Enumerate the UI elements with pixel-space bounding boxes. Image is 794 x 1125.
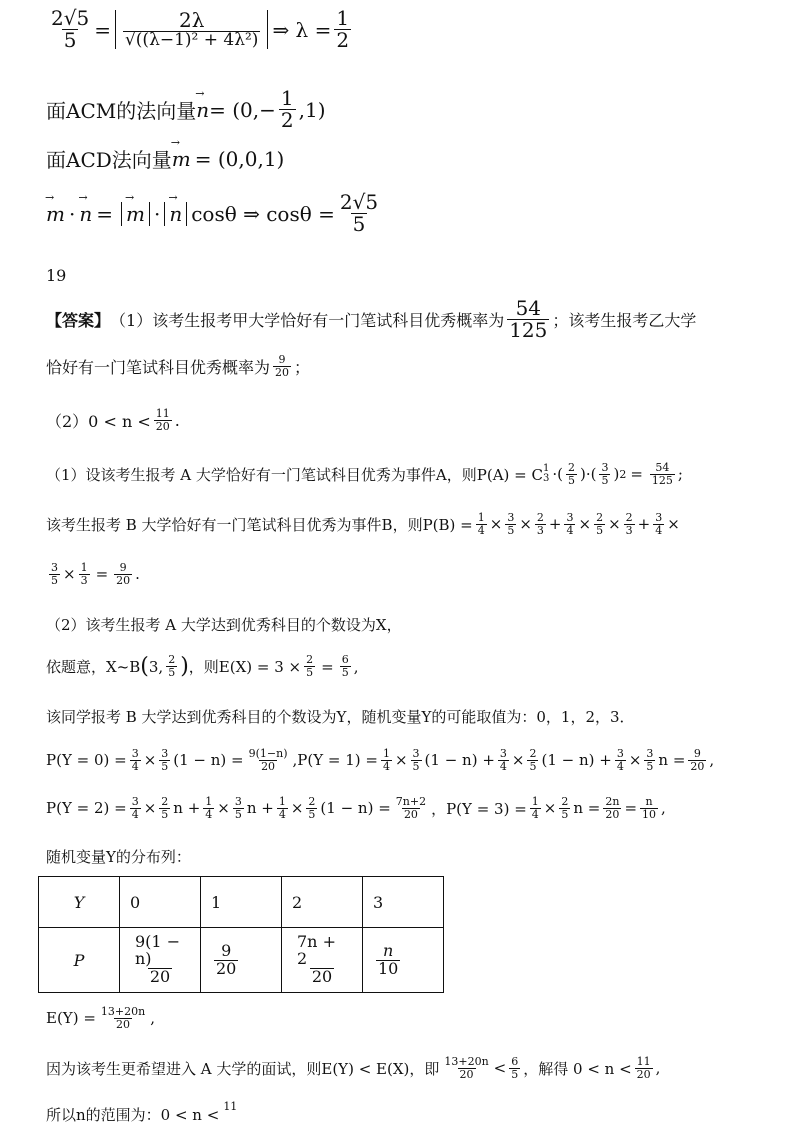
fraction: $\frac{2√5}{5}$ xyxy=(51,6,90,52)
solution-pb-cont: $\frac{3}{5}$ × $\frac{1}{3}$ = $\frac{9}{20}$ . xyxy=(51,561,140,587)
answer-line-1: 【答案】 （1）该考生报考甲大学恰好有一门笔试科目优秀概率为 $\frac{54}{125}$ ；该考生报考乙大学 xyxy=(46,296,697,342)
solution-ey: E(Y) = $\frac{13+20n}{20}$ , xyxy=(46,1005,155,1031)
answer-line-3: （2）0 < n < $\frac{11}{20}$ . xyxy=(46,407,180,433)
table-row: P $\frac{9(1 - n)}{20}$ $\frac{9}{20}$ $\frac{7n + 2}{20}$ $\frac{n}{10}$ xyxy=(39,928,444,993)
question-number: 19 xyxy=(46,266,67,285)
solution-pa: （1）设该考生报考 A 大学恰好有一门笔试科目优秀为事件A，则P(A) = C 1 3 · ( $\frac{2}{5}$ ) · ( $\frac{3}{5}$ ) 2 = $\frac{54}{125}$ ; xyxy=(46,461,683,487)
solution-inequality: 因为该考生更希望进入 A 大学的面试，则E(Y) < E(X)，即 $\frac{13+20n}{20}$ < $\frac{6}{5}$ ，解得 0 < n < $\frac{11}{20}$ , xyxy=(46,1055,661,1081)
distribution-title: 随机变量Y的分布列： xyxy=(46,848,191,866)
solution-pb: 该考生报考 B 大学恰好有一门笔试科目优秀为事件B，则P(B) = $\frac{1}{4}$ × $\frac{3}{5}$ × $\frac{2}{3}$ + $\frac{3}{4}$ × $\frac{2}{5}$ × $\frac{2}{3}$ + $\frac{3}{4}$ × xyxy=(46,511,680,537)
normal-vector-acd: 面ACD法向量 → m = (0,0,1) xyxy=(46,144,284,173)
solution-ex: 依题意，X~B ( 3, $\frac{2}{5}$ ) ，则E(X) = 3 × $\frac{2}{5}$ = $\frac{6}{5}$ , xyxy=(46,653,359,679)
formula-lambda: $\frac{2√5}{5}$ = $\frac{2\lambda}{\text{√((λ−1)² + 4λ²)}}$ ⇒ λ = $\frac{1}{2}$ xyxy=(51,6,350,52)
answer-line-2: 恰好有一门笔试科目优秀概率为 $\frac{9}{20}$ ； xyxy=(46,353,311,379)
normal-vector-acm: 面ACM的法向量 → n = (0,− $\frac{1}{2}$ ,1) xyxy=(46,88,326,131)
solution-py23: P(Y = 2) = $\frac{3}{4}$ × $\frac{2}{5}$ n + $\frac{1}{4}$ × $\frac{3}{5}$ n + $\frac{1}{4}$ × $\frac{2}{5}$ (1 − n) = $\frac{7n+2}{20}$ ，P(Y = 3) = $\frac{1}{4}$ × $\frac{2}{5}$ n = $\frac{2n}{20}$ = $\frac{n}{10}$ , xyxy=(46,795,666,821)
solution-part2-intro: （2）该考生报考 A 大学达到优秀科目的个数设为X， xyxy=(46,616,402,634)
solution-py01: P(Y = 0) = $\frac{3}{4}$ × $\frac{3}{5}$ (1 − n) = $\frac{9(1-n)}{20}$ ,P(Y = 1) = $\frac{1}{4}$ × $\frac{3}{5}$ (1 − n) + $\frac{3}{4}$ × $\frac{2}{5}$ (1 − n) + $\frac{3}{4}$ × $\frac{3}{5}$ n = $\frac{9}{20}$ , xyxy=(46,747,715,773)
distribution-table xyxy=(38,876,444,993)
solution-conclusion: 所以n的范围为：0 < n < 11 xyxy=(46,1100,238,1124)
abs-value: $\frac{2\lambda}{\text{√((λ−1)² + 4λ²)}}$ xyxy=(115,10,268,50)
solution-y-values: 该同学报考 B 大学达到优秀科目的个数设为Y，随机变量Y的可能取值为：0，1，2，3． xyxy=(46,708,635,726)
table-row: Y 0 1 2 3 xyxy=(39,877,444,928)
formula-cos: → m · → n = → m · → n cosθ ⇒ cosθ = $\frac{2√5}{5}$ xyxy=(46,192,383,235)
